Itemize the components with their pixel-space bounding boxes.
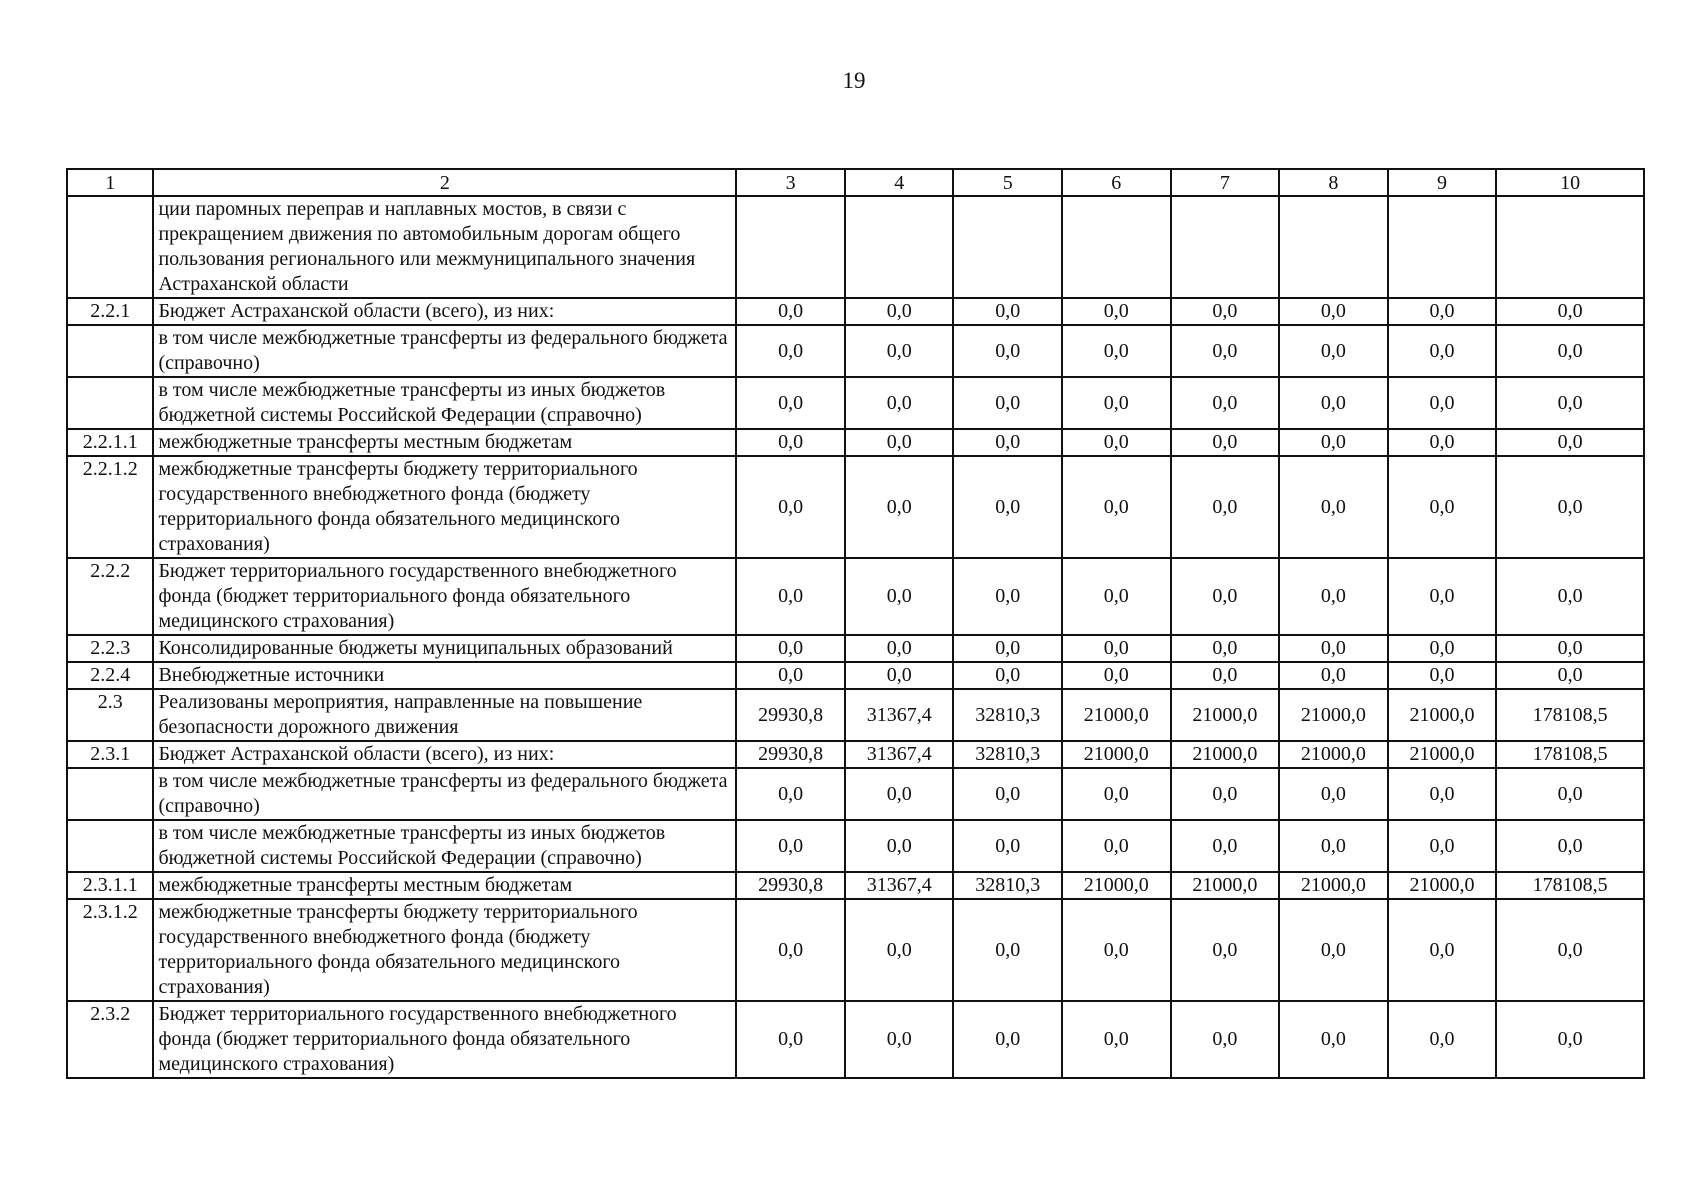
value-cell: 0,0 bbox=[736, 768, 845, 820]
column-header: 7 bbox=[1171, 169, 1280, 196]
column-header: 8 bbox=[1279, 169, 1388, 196]
value-cell bbox=[1496, 196, 1644, 298]
value-cell: 0,0 bbox=[1496, 558, 1644, 635]
value-cell: 0,0 bbox=[736, 429, 845, 456]
value-cell: 0,0 bbox=[1062, 377, 1171, 429]
value-cell: 0,0 bbox=[845, 635, 954, 662]
value-cell bbox=[1171, 196, 1280, 298]
value-cell: 0,0 bbox=[1279, 899, 1388, 1001]
value-cell: 0,0 bbox=[1279, 768, 1388, 820]
column-header: 6 bbox=[1062, 169, 1171, 196]
value-cell: 0,0 bbox=[1496, 429, 1644, 456]
value-cell: 32810,3 bbox=[953, 741, 1062, 768]
table-row bbox=[67, 558, 1644, 635]
row-code: 2.2.1.1 bbox=[67, 429, 153, 456]
value-cell: 32810,3 bbox=[953, 689, 1062, 741]
value-cell: 0,0 bbox=[1171, 377, 1280, 429]
value-cell: 21000,0 bbox=[1062, 689, 1171, 741]
value-cell: 0,0 bbox=[1388, 899, 1497, 1001]
value-cell: 0,0 bbox=[1171, 456, 1280, 558]
value-cell: 0,0 bbox=[1171, 429, 1280, 456]
table-row bbox=[67, 768, 1644, 820]
value-cell: 0,0 bbox=[953, 820, 1062, 872]
column-number-row bbox=[67, 169, 1644, 196]
value-cell: 0,0 bbox=[1388, 456, 1497, 558]
value-cell: 0,0 bbox=[736, 325, 845, 377]
value-cell: 0,0 bbox=[1062, 429, 1171, 456]
column-header: 3 bbox=[736, 169, 845, 196]
table-body bbox=[67, 196, 1644, 1078]
value-cell: 0,0 bbox=[1171, 298, 1280, 325]
value-cell: 0,0 bbox=[1279, 1001, 1388, 1078]
row-code bbox=[67, 377, 153, 429]
value-cell: 0,0 bbox=[845, 456, 954, 558]
value-cell: 29930,8 bbox=[736, 689, 845, 741]
value-cell: 21000,0 bbox=[1279, 741, 1388, 768]
value-cell: 0,0 bbox=[1388, 635, 1497, 662]
table-row bbox=[67, 298, 1644, 325]
row-code: 2.3.2 bbox=[67, 1001, 153, 1078]
value-cell: 21000,0 bbox=[1279, 689, 1388, 741]
value-cell: 0,0 bbox=[736, 1001, 845, 1078]
value-cell bbox=[1279, 196, 1388, 298]
value-cell: 21000,0 bbox=[1388, 689, 1497, 741]
value-cell: 0,0 bbox=[1388, 325, 1497, 377]
table-row bbox=[67, 429, 1644, 456]
value-cell bbox=[1388, 196, 1497, 298]
value-cell: 31367,4 bbox=[845, 872, 954, 899]
column-header: 9 bbox=[1388, 169, 1497, 196]
value-cell: 0,0 bbox=[1496, 662, 1644, 689]
table-row bbox=[67, 196, 1644, 298]
value-cell: 0,0 bbox=[1279, 456, 1388, 558]
value-cell: 0,0 bbox=[1496, 377, 1644, 429]
value-cell: 0,0 bbox=[1279, 429, 1388, 456]
row-description: ции паромных переправ и наплавных мостов, в связи с прекращением движения по автомобильным дорогам общего пользования регионального или межмуниципального значения Астраханской области bbox=[153, 196, 736, 298]
value-cell: 0,0 bbox=[1279, 298, 1388, 325]
row-code: 2.2.1.2 bbox=[67, 456, 153, 558]
column-header: 2 bbox=[153, 169, 736, 196]
value-cell: 31367,4 bbox=[845, 741, 954, 768]
value-cell: 0,0 bbox=[1496, 1001, 1644, 1078]
value-cell: 21000,0 bbox=[1279, 872, 1388, 899]
budget-table bbox=[66, 168, 1645, 1079]
value-cell: 0,0 bbox=[953, 429, 1062, 456]
value-cell: 0,0 bbox=[1279, 662, 1388, 689]
value-cell: 0,0 bbox=[1062, 558, 1171, 635]
value-cell: 0,0 bbox=[1496, 768, 1644, 820]
value-cell: 0,0 bbox=[736, 558, 845, 635]
row-code bbox=[67, 768, 153, 820]
value-cell: 21000,0 bbox=[1171, 872, 1280, 899]
value-cell: 0,0 bbox=[845, 899, 954, 1001]
value-cell: 0,0 bbox=[845, 558, 954, 635]
row-description: в том числе межбюджетные трансферты из иных бюджетов бюджетной системы Российской Федерации (справочно) bbox=[153, 820, 736, 872]
value-cell: 0,0 bbox=[736, 662, 845, 689]
value-cell: 21000,0 bbox=[1062, 741, 1171, 768]
row-description: межбюджетные трансферты бюджету территориального государственного внебюджетного фонда (бюджету территориального фонда обязательного медицинского страхования) bbox=[153, 456, 736, 558]
value-cell: 0,0 bbox=[736, 456, 845, 558]
value-cell: 0,0 bbox=[1496, 899, 1644, 1001]
value-cell: 0,0 bbox=[1388, 558, 1497, 635]
value-cell: 32810,3 bbox=[953, 872, 1062, 899]
value-cell: 0,0 bbox=[845, 429, 954, 456]
value-cell: 0,0 bbox=[1171, 1001, 1280, 1078]
value-cell: 0,0 bbox=[1171, 768, 1280, 820]
value-cell: 0,0 bbox=[1279, 558, 1388, 635]
row-code: 2.2.3 bbox=[67, 635, 153, 662]
table-row bbox=[67, 872, 1644, 899]
value-cell: 21000,0 bbox=[1171, 689, 1280, 741]
value-cell: 0,0 bbox=[1388, 768, 1497, 820]
value-cell: 21000,0 bbox=[1388, 741, 1497, 768]
row-code: 2.3.1 bbox=[67, 741, 153, 768]
value-cell: 0,0 bbox=[953, 768, 1062, 820]
row-code: 2.3.1.1 bbox=[67, 872, 153, 899]
value-cell: 0,0 bbox=[1062, 820, 1171, 872]
row-code: 2.2.1 bbox=[67, 298, 153, 325]
value-cell: 0,0 bbox=[1062, 635, 1171, 662]
value-cell: 0,0 bbox=[1388, 298, 1497, 325]
value-cell: 0,0 bbox=[1062, 298, 1171, 325]
value-cell: 31367,4 bbox=[845, 689, 954, 741]
value-cell: 0,0 bbox=[953, 298, 1062, 325]
value-cell: 0,0 bbox=[736, 820, 845, 872]
value-cell: 0,0 bbox=[845, 377, 954, 429]
value-cell: 0,0 bbox=[845, 662, 954, 689]
value-cell: 0,0 bbox=[953, 662, 1062, 689]
value-cell: 0,0 bbox=[1496, 635, 1644, 662]
value-cell: 0,0 bbox=[1062, 1001, 1171, 1078]
value-cell: 0,0 bbox=[1388, 820, 1497, 872]
row-code bbox=[67, 196, 153, 298]
value-cell: 0,0 bbox=[953, 558, 1062, 635]
row-description: Бюджет Астраханской области (всего), из них: bbox=[153, 741, 736, 768]
row-description: в том числе межбюджетные трансферты из иных бюджетов бюджетной системы Российской Федерации (справочно) bbox=[153, 377, 736, 429]
value-cell: 29930,8 bbox=[736, 872, 845, 899]
row-description: Внебюджетные источники bbox=[153, 662, 736, 689]
value-cell: 0,0 bbox=[1279, 820, 1388, 872]
value-cell: 0,0 bbox=[736, 298, 845, 325]
value-cell: 21000,0 bbox=[1062, 872, 1171, 899]
value-cell: 178108,5 bbox=[1496, 741, 1644, 768]
row-code: 2.3.1.2 bbox=[67, 899, 153, 1001]
value-cell bbox=[736, 196, 845, 298]
value-cell: 0,0 bbox=[1279, 635, 1388, 662]
value-cell: 0,0 bbox=[953, 325, 1062, 377]
value-cell: 178108,5 bbox=[1496, 872, 1644, 899]
table-row bbox=[67, 820, 1644, 872]
value-cell: 0,0 bbox=[845, 1001, 954, 1078]
row-description: Бюджет Астраханской области (всего), из них: bbox=[153, 298, 736, 325]
row-code bbox=[67, 325, 153, 377]
table-row bbox=[67, 456, 1644, 558]
row-code bbox=[67, 820, 153, 872]
value-cell: 0,0 bbox=[736, 377, 845, 429]
value-cell: 0,0 bbox=[1062, 899, 1171, 1001]
value-cell: 0,0 bbox=[953, 377, 1062, 429]
value-cell: 0,0 bbox=[1388, 377, 1497, 429]
value-cell: 0,0 bbox=[1171, 635, 1280, 662]
value-cell: 0,0 bbox=[953, 635, 1062, 662]
value-cell: 0,0 bbox=[1279, 377, 1388, 429]
table-row bbox=[67, 662, 1644, 689]
value-cell: 0,0 bbox=[736, 635, 845, 662]
value-cell: 0,0 bbox=[1062, 662, 1171, 689]
row-code: 2.2.2 bbox=[67, 558, 153, 635]
row-code: 2.2.4 bbox=[67, 662, 153, 689]
value-cell: 0,0 bbox=[1279, 325, 1388, 377]
row-description: Бюджет территориального государственного внебюджетного фонда (бюджет территориального фонда обязательного медицинского страхования) bbox=[153, 1001, 736, 1078]
value-cell: 0,0 bbox=[1388, 1001, 1497, 1078]
value-cell: 0,0 bbox=[1171, 820, 1280, 872]
table-row bbox=[67, 689, 1644, 741]
row-description: Консолидированные бюджеты муниципальных образований bbox=[153, 635, 736, 662]
value-cell: 178108,5 bbox=[1496, 689, 1644, 741]
value-cell bbox=[845, 196, 954, 298]
column-header: 5 bbox=[953, 169, 1062, 196]
page-number: 19 bbox=[842, 68, 866, 93]
table-row bbox=[67, 377, 1644, 429]
value-cell: 0,0 bbox=[845, 820, 954, 872]
value-cell: 0,0 bbox=[1171, 558, 1280, 635]
value-cell: 29930,8 bbox=[736, 741, 845, 768]
table-row bbox=[67, 325, 1644, 377]
column-header: 4 bbox=[845, 169, 954, 196]
table-row bbox=[67, 635, 1644, 662]
value-cell: 0,0 bbox=[1496, 456, 1644, 558]
value-cell: 0,0 bbox=[845, 298, 954, 325]
value-cell: 0,0 bbox=[845, 768, 954, 820]
value-cell: 0,0 bbox=[1062, 456, 1171, 558]
value-cell: 0,0 bbox=[953, 899, 1062, 1001]
value-cell bbox=[1062, 196, 1171, 298]
row-description: в том числе межбюджетные трансферты из федерального бюджета (справочно) bbox=[153, 768, 736, 820]
value-cell: 0,0 bbox=[1171, 899, 1280, 1001]
value-cell: 0,0 bbox=[1062, 325, 1171, 377]
row-code: 2.3 bbox=[67, 689, 153, 741]
value-cell: 0,0 bbox=[953, 1001, 1062, 1078]
value-cell: 0,0 bbox=[1062, 768, 1171, 820]
value-cell: 0,0 bbox=[1496, 298, 1644, 325]
value-cell: 0,0 bbox=[1496, 325, 1644, 377]
value-cell bbox=[953, 196, 1062, 298]
column-header: 10 bbox=[1496, 169, 1644, 196]
value-cell: 0,0 bbox=[1496, 820, 1644, 872]
table-row bbox=[67, 741, 1644, 768]
value-cell: 0,0 bbox=[1171, 325, 1280, 377]
row-description: Бюджет территориального государственного внебюджетного фонда (бюджет территориального фонда обязательного медицинского страхования) bbox=[153, 558, 736, 635]
value-cell: 21000,0 bbox=[1171, 741, 1280, 768]
row-description: межбюджетные трансферты местным бюджетам bbox=[153, 429, 736, 456]
row-description: межбюджетные трансферты местным бюджетам bbox=[153, 872, 736, 899]
column-header: 1 bbox=[67, 169, 153, 196]
value-cell: 0,0 bbox=[953, 456, 1062, 558]
value-cell: 0,0 bbox=[1171, 662, 1280, 689]
value-cell: 0,0 bbox=[1388, 429, 1497, 456]
row-description: межбюджетные трансферты бюджету территориального государственного внебюджетного фонда (бюджету территориального фонда обязательного медицинского страхования) bbox=[153, 899, 736, 1001]
value-cell: 0,0 bbox=[736, 899, 845, 1001]
value-cell: 21000,0 bbox=[1388, 872, 1497, 899]
value-cell: 0,0 bbox=[1388, 662, 1497, 689]
table-row bbox=[67, 1001, 1644, 1078]
table-row bbox=[67, 899, 1644, 1001]
table-header bbox=[67, 169, 1644, 196]
row-description: в том числе межбюджетные трансферты из федерального бюджета (справочно) bbox=[153, 325, 736, 377]
row-description: Реализованы мероприятия, направленные на повышение безопасности дорожного движения bbox=[153, 689, 736, 741]
value-cell: 0,0 bbox=[845, 325, 954, 377]
